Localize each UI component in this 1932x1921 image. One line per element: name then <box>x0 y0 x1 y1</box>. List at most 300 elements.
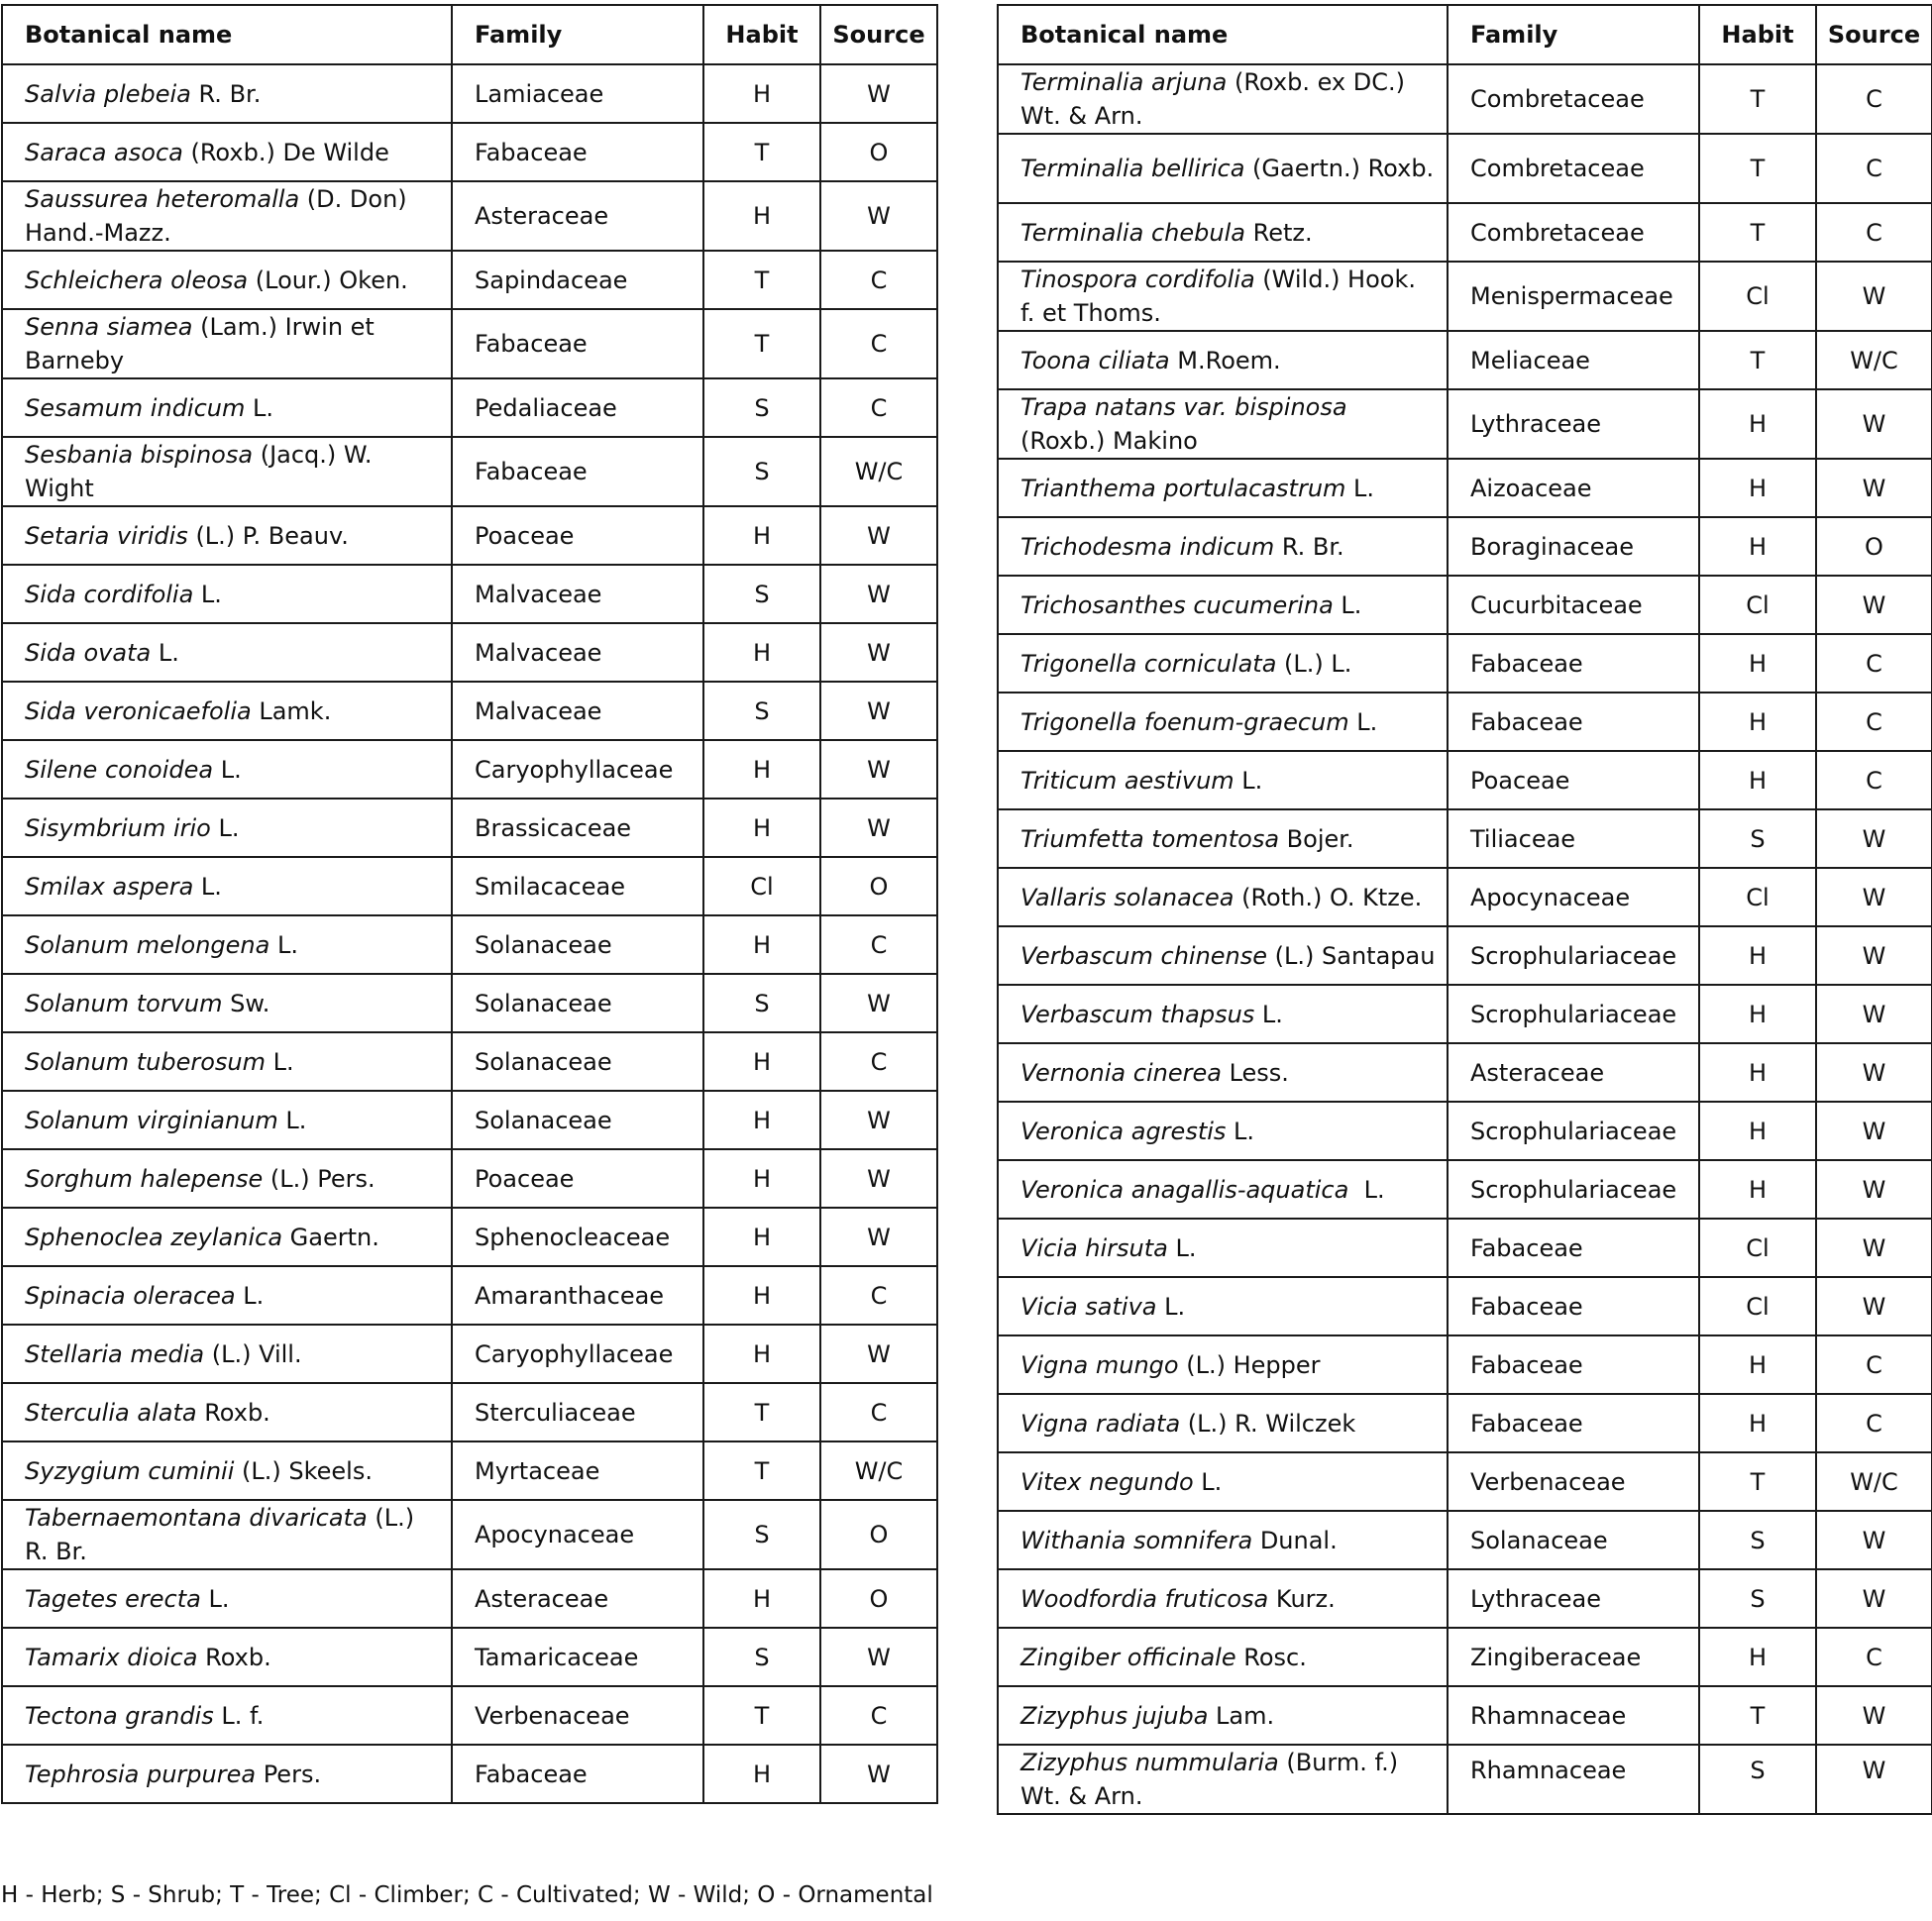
family-cell: Fabaceae <box>452 309 703 378</box>
author-citation: Bojer. <box>1279 824 1354 853</box>
family-cell: Fabaceae <box>1448 634 1699 693</box>
author-citation: L. <box>193 580 222 608</box>
author-citation: L. <box>1348 707 1378 736</box>
table-row <box>998 331 1932 389</box>
author-citation: (L.) Skeels. <box>234 1456 373 1485</box>
habit-cell: S <box>703 378 820 437</box>
author-citation: L. <box>277 1106 307 1134</box>
table-row <box>998 1569 1932 1628</box>
habit-cell: H <box>1699 459 1816 517</box>
botanical-name-cell <box>2 1628 452 1686</box>
botanical-name-cell <box>998 1569 1448 1628</box>
table-row <box>2 378 937 437</box>
family-cell: Solanaceae <box>452 1032 703 1091</box>
author-citation: L. <box>1234 766 1263 795</box>
family-cell: Meliaceae <box>1448 331 1699 389</box>
source-cell: W <box>1816 1219 1932 1277</box>
header-habit: Habit <box>703 5 820 64</box>
author-citation: (Roxb.) De Wilde <box>182 138 389 166</box>
source-cell: W <box>820 1745 937 1803</box>
family-cell: Fabaceae <box>452 1745 703 1803</box>
source-cell: W <box>820 682 937 740</box>
source-cell: O <box>820 123 937 181</box>
source-cell: W <box>1816 389 1932 459</box>
source-cell: W <box>1816 262 1932 331</box>
habit-cell: S <box>703 1500 820 1569</box>
source-cell: W <box>1816 809 1932 868</box>
species-name: Veronica agrestis <box>1020 1117 1227 1145</box>
botanical-name-cell <box>998 751 1448 809</box>
family-cell: Malvaceae <box>452 623 703 682</box>
botanical-name-cell <box>998 1102 1448 1160</box>
habit-cell: H <box>1699 1394 1816 1452</box>
species-name: Withania somnifera <box>1020 1526 1253 1554</box>
family-cell: Boraginaceae <box>1448 517 1699 576</box>
habit-cell: Cl <box>1699 1277 1816 1335</box>
author-citation: L. <box>1345 474 1375 502</box>
author-citation: L. <box>193 872 222 901</box>
family-cell: Pedaliaceae <box>452 378 703 437</box>
table-row <box>2 64 937 123</box>
habit-cell: H <box>703 1569 820 1628</box>
habit-cell: T <box>1699 1686 1816 1745</box>
source-cell: O <box>820 1569 937 1628</box>
botanical-name-cell <box>2 1091 452 1149</box>
botanical-name-cell <box>998 517 1448 576</box>
habit-cell: H <box>1699 1043 1816 1102</box>
species-name: Trigonella foenum-graecum <box>1020 707 1349 736</box>
species-name: Trichodesma indicum <box>1020 532 1275 561</box>
habit-cell: T <box>703 1383 820 1441</box>
habit-cell: H <box>703 181 820 251</box>
table-row <box>998 1277 1932 1335</box>
family-cell: Apocynaceae <box>1448 868 1699 926</box>
table-row <box>998 1511 1932 1569</box>
botanical-name-cell <box>2 740 452 799</box>
table-row <box>998 751 1932 809</box>
family-cell: Zingiberaceae <box>1448 1628 1699 1686</box>
species-name: Trapa natans var. bispinosa <box>1020 393 1347 421</box>
family-cell: Poaceae <box>1448 751 1699 809</box>
botanical-name-cell <box>2 1208 452 1266</box>
family-cell: Tiliaceae <box>1448 809 1699 868</box>
header-botanical-name: Botanical name <box>2 5 452 64</box>
botanical-name-cell <box>998 1277 1448 1335</box>
family-cell: Sphenocleaceae <box>452 1208 703 1266</box>
author-citation: Gaertn. <box>282 1223 379 1251</box>
botanical-name-cell <box>2 1149 452 1208</box>
species-name: Solanum melongena <box>25 930 270 959</box>
source-cell: C <box>1816 751 1932 809</box>
family-cell: Fabaceae <box>1448 1277 1699 1335</box>
author-citation: Retz. <box>1244 218 1313 247</box>
species-name: Terminalia chebula <box>1020 218 1245 247</box>
table-row <box>998 985 1932 1043</box>
source-cell: C <box>1816 203 1932 262</box>
habit-cell: H <box>1699 693 1816 751</box>
species-name: Sisymbrium irio <box>25 813 211 842</box>
author-citation: L. <box>1156 1292 1186 1321</box>
author-citation: (L.) R. Wilczek <box>1180 1409 1356 1438</box>
table-row <box>998 64 1932 134</box>
family-cell: Fabaceae <box>1448 1394 1699 1452</box>
table-row <box>2 437 937 506</box>
botanical-name-cell <box>998 693 1448 751</box>
author-citation: Rosc. <box>1235 1643 1307 1671</box>
table-row <box>2 251 937 309</box>
family-cell: Combretaceae <box>1448 64 1699 134</box>
botanical-name-cell <box>2 506 452 565</box>
habit-cell: H <box>1699 1335 1816 1394</box>
botanical-name-cell <box>2 1745 452 1803</box>
species-name: Vitex negundo <box>1020 1467 1194 1496</box>
author-citation: (L.) L. <box>1276 649 1352 678</box>
family-cell: Tamaricaceae <box>452 1628 703 1686</box>
table-row <box>2 1149 937 1208</box>
author-citation: L. <box>266 1047 294 1076</box>
source-cell: W <box>820 565 937 623</box>
table-row <box>998 1628 1932 1686</box>
author-citation: L. <box>213 755 242 784</box>
table-row <box>2 857 937 915</box>
species-name: Tamarix dioica <box>25 1643 198 1671</box>
source-cell: C <box>820 378 937 437</box>
family-cell: Scrophulariaceae <box>1448 926 1699 985</box>
family-cell: Scrophulariaceae <box>1448 985 1699 1043</box>
species-name: Stellaria media <box>25 1339 205 1368</box>
family-cell: Asteraceae <box>452 1569 703 1628</box>
habit-cell: T <box>703 251 820 309</box>
table-row <box>998 1452 1932 1511</box>
author-citation: (Burm. f.) Wt. & Arn. <box>1020 1749 1406 1810</box>
botanical-name-cell <box>998 459 1448 517</box>
botanical-name-cell <box>2 378 452 437</box>
family-cell: Combretaceae <box>1448 203 1699 262</box>
header-family: Family <box>1448 5 1699 64</box>
botanical-name-cell <box>2 1569 452 1628</box>
habit-cell: T <box>703 1686 820 1745</box>
botanical-name-cell <box>2 1686 452 1745</box>
species-name: Vernonia cinerea <box>1020 1058 1222 1087</box>
botanical-name-cell <box>998 331 1448 389</box>
author-citation: Kurz. <box>1268 1584 1336 1613</box>
habit-cell: T <box>703 309 820 378</box>
table-row <box>2 506 937 565</box>
header-row <box>2 5 937 64</box>
species-name: Tagetes erecta <box>25 1584 201 1613</box>
author-citation: (L.) P. Beauv. <box>187 521 349 550</box>
source-cell: O <box>820 857 937 915</box>
habit-cell: H <box>703 799 820 857</box>
species-name: Vallaris solanacea <box>1020 883 1234 911</box>
species-name: Tinospora cordifolia <box>1020 266 1255 293</box>
source-cell: W <box>820 623 937 682</box>
species-name: Vicia hirsuta <box>1020 1233 1168 1262</box>
source-cell: W <box>1816 1043 1932 1102</box>
botanical-name-cell <box>998 926 1448 985</box>
habit-cell: T <box>703 123 820 181</box>
header-botanical-name: Botanical name <box>998 5 1448 64</box>
family-cell: Caryophyllaceae <box>452 740 703 799</box>
table-row <box>2 623 937 682</box>
habit-cell: H <box>703 1032 820 1091</box>
species-name: Zingiber officinale <box>1020 1643 1236 1671</box>
family-cell: Asteraceae <box>452 181 703 251</box>
botanical-name-cell <box>2 1383 452 1441</box>
family-cell: Fabaceae <box>452 123 703 181</box>
family-cell: Verbenaceae <box>452 1686 703 1745</box>
author-citation: L. <box>269 930 298 959</box>
table-row <box>2 1091 937 1149</box>
habit-cell: H <box>703 1325 820 1383</box>
source-cell: W <box>1816 985 1932 1043</box>
author-citation: (L.) Vill. <box>204 1339 302 1368</box>
botanical-name-cell <box>2 1500 452 1569</box>
species-name: Sida cordifolia <box>25 580 194 608</box>
table-row <box>2 1383 937 1441</box>
species-name: Vigna mungo <box>1020 1350 1179 1379</box>
habit-cell: S <box>703 682 820 740</box>
species-name: Silene conoidea <box>25 755 214 784</box>
species-name: Verbascum thapsus <box>1020 1000 1255 1028</box>
botanical-name-cell <box>998 1686 1448 1745</box>
author-citation: Roxb. <box>197 1643 271 1671</box>
species-name: Sesamum indicum <box>25 393 246 422</box>
family-cell: Cucurbitaceae <box>1448 576 1699 634</box>
table-row <box>2 1441 937 1500</box>
habit-cell: S <box>1699 1745 1816 1814</box>
habit-cell: T <box>1699 203 1816 262</box>
source-cell: C <box>820 915 937 974</box>
botanical-name-cell <box>2 857 452 915</box>
botanical-name-cell <box>998 262 1448 331</box>
habit-cell: Cl <box>1699 868 1816 926</box>
author-citation: M.Roem. <box>1169 346 1281 374</box>
family-cell: Solanaceae <box>452 974 703 1032</box>
table-body-right <box>998 64 1932 1814</box>
botanical-name-cell <box>998 1043 1448 1102</box>
author-citation: (Roxb.) Makino <box>1020 393 1355 455</box>
species-name: Trichosanthes cucumerina <box>1020 590 1334 619</box>
family-cell: Sterculiaceae <box>452 1383 703 1441</box>
source-cell: W <box>820 1325 937 1383</box>
family-cell: Solanaceae <box>452 1091 703 1149</box>
habit-cell: H <box>1699 1102 1816 1160</box>
family-cell: Amaranthaceae <box>452 1266 703 1325</box>
species-name: Zizyphus nummularia <box>1020 1749 1279 1776</box>
table-row <box>2 1325 937 1383</box>
source-cell: W <box>1816 1569 1932 1628</box>
author-citation: Lam. <box>1208 1701 1275 1730</box>
botanical-name-cell <box>998 634 1448 693</box>
family-cell: Rhamnaceae <box>1448 1745 1699 1814</box>
family-cell: Fabaceae <box>452 437 703 506</box>
table-row <box>2 181 937 251</box>
table-row <box>998 1043 1932 1102</box>
source-cell: W <box>1816 868 1932 926</box>
habit-cell: H <box>703 1091 820 1149</box>
author-citation: L. <box>1333 590 1362 619</box>
table-body-left <box>2 64 937 1803</box>
author-citation: (Lam.) Irwin et Barneby <box>25 313 382 374</box>
species-table-left <box>1 4 938 1804</box>
family-cell: Poaceae <box>452 1149 703 1208</box>
species-name: Vigna radiata <box>1020 1409 1181 1438</box>
author-citation: L. <box>210 813 240 842</box>
habit-cell: S <box>1699 1569 1816 1628</box>
table-row <box>2 974 937 1032</box>
source-cell: C <box>1816 134 1932 203</box>
author-citation: L. <box>1348 1175 1385 1204</box>
source-cell: C <box>1816 64 1932 134</box>
species-name: Sterculia alata <box>25 1398 197 1427</box>
habit-cell: H <box>703 64 820 123</box>
source-cell: C <box>820 1032 937 1091</box>
source-cell: C <box>1816 634 1932 693</box>
source-cell: W <box>1816 576 1932 634</box>
table-row <box>2 1500 937 1569</box>
author-citation: (Jacq.) W. Wight <box>25 441 380 502</box>
abbreviation-legend: H - Herb; S - Shrub; T - Tree; Cl - Climber; C - Cultivated; W - Wild; O - Ornamental <box>1 1882 933 1908</box>
botanical-name-cell <box>998 1511 1448 1569</box>
botanical-name-cell <box>2 64 452 123</box>
source-cell: O <box>1816 517 1932 576</box>
species-name: Sesbania bispinosa <box>25 441 254 469</box>
author-citation: (L.) Pers. <box>263 1164 376 1193</box>
author-citation: L. <box>235 1281 265 1310</box>
species-name: Trigonella corniculata <box>1020 649 1277 678</box>
species-name: Solanum virginianum <box>25 1106 278 1134</box>
source-cell: W/C <box>820 437 937 506</box>
family-cell: Verbenaceae <box>1448 1452 1699 1511</box>
source-cell: C <box>820 251 937 309</box>
botanical-name-cell <box>2 623 452 682</box>
author-citation: L. <box>200 1584 230 1613</box>
botanical-name-cell <box>998 1452 1448 1511</box>
table-row <box>2 1745 937 1803</box>
source-cell: O <box>820 1500 937 1569</box>
author-citation: Sw. <box>222 989 270 1017</box>
table-row <box>998 389 1932 459</box>
header-source: Source <box>1816 5 1932 64</box>
species-name: Smilax aspera <box>25 872 194 901</box>
botanical-name-cell <box>2 915 452 974</box>
table-row <box>998 693 1932 751</box>
species-name: Terminalia arjuna <box>1020 68 1228 96</box>
botanical-name-cell <box>998 868 1448 926</box>
habit-cell: S <box>703 974 820 1032</box>
family-cell: Malvaceae <box>452 682 703 740</box>
table-row <box>998 459 1932 517</box>
habit-cell: H <box>703 915 820 974</box>
table-row <box>998 868 1932 926</box>
source-cell: C <box>1816 1628 1932 1686</box>
botanical-name-cell <box>998 1628 1448 1686</box>
source-cell: W <box>820 1628 937 1686</box>
species-name: Woodfordia fruticosa <box>1020 1584 1269 1613</box>
habit-cell: H <box>703 1149 820 1208</box>
source-cell: W <box>1816 1277 1932 1335</box>
table-row <box>998 926 1932 985</box>
source-cell: C <box>820 1686 937 1745</box>
source-cell: C <box>820 309 937 378</box>
habit-cell: H <box>1699 926 1816 985</box>
species-name: Tectona grandis <box>25 1701 214 1730</box>
habit-cell: S <box>1699 1511 1816 1569</box>
species-name: Vicia sativa <box>1020 1292 1157 1321</box>
species-name: Saraca asoca <box>25 138 183 166</box>
botanical-name-cell <box>2 1266 452 1325</box>
habit-cell: T <box>1699 1452 1816 1511</box>
source-cell: C <box>820 1383 937 1441</box>
source-cell: W <box>1816 1745 1932 1814</box>
source-cell: W/C <box>1816 1452 1932 1511</box>
family-cell: Menispermaceae <box>1448 262 1699 331</box>
source-cell: W <box>820 974 937 1032</box>
habit-cell: H <box>1699 634 1816 693</box>
source-cell: W <box>1816 1102 1932 1160</box>
botanical-name-cell <box>998 1745 1448 1814</box>
table-row <box>2 1686 937 1745</box>
family-cell: Lamiaceae <box>452 64 703 123</box>
species-name: Toona ciliata <box>1020 346 1170 374</box>
family-cell: Apocynaceae <box>452 1500 703 1569</box>
species-name: Saussurea heteromalla <box>25 185 300 213</box>
author-citation: Less. <box>1221 1058 1289 1087</box>
source-cell: C <box>820 1266 937 1325</box>
species-name: Veronica anagallis-aquatica <box>1020 1175 1349 1204</box>
habit-cell: H <box>703 1208 820 1266</box>
header-family: Family <box>452 5 703 64</box>
family-cell: Lythraceae <box>1448 1569 1699 1628</box>
family-cell: Myrtaceae <box>452 1441 703 1500</box>
author-citation: (Roxb. ex DC.) Wt. & Arn. <box>1020 68 1413 130</box>
botanical-name-cell <box>998 389 1448 459</box>
habit-cell: H <box>703 623 820 682</box>
author-citation: (Lour.) Oken. <box>248 266 408 294</box>
author-citation: R. Br. <box>1274 532 1344 561</box>
table-row <box>998 1745 1932 1814</box>
table-row <box>2 682 937 740</box>
source-cell: W <box>820 506 937 565</box>
author-citation: (D. Don) Hand.-Mazz. <box>25 185 415 247</box>
source-cell: C <box>1816 693 1932 751</box>
author-citation: L. f. <box>213 1701 265 1730</box>
habit-cell: H <box>703 740 820 799</box>
table-row <box>998 134 1932 203</box>
family-cell: Scrophulariaceae <box>1448 1160 1699 1219</box>
source-cell: W <box>1816 926 1932 985</box>
habit-cell: H <box>1699 1628 1816 1686</box>
species-name: Spinacia oleracea <box>25 1281 236 1310</box>
source-cell: W <box>1816 1686 1932 1745</box>
species-name: Sorghum halepense <box>25 1164 264 1193</box>
habit-cell: S <box>703 565 820 623</box>
source-cell: W <box>820 1208 937 1266</box>
author-citation: L. <box>1193 1467 1223 1496</box>
botanical-name-cell <box>2 437 452 506</box>
species-name: Zizyphus jujuba <box>1020 1701 1209 1730</box>
habit-cell: H <box>703 1266 820 1325</box>
habit-cell: Cl <box>1699 576 1816 634</box>
author-citation: Dunal. <box>1252 1526 1338 1554</box>
species-name: Sida ovata <box>25 638 152 667</box>
family-cell: Fabaceae <box>1448 693 1699 751</box>
family-cell: Poaceae <box>452 506 703 565</box>
botanical-name-cell <box>2 682 452 740</box>
habit-cell: H <box>703 1745 820 1803</box>
species-name: Tabernaemontana divaricata <box>25 1504 368 1532</box>
